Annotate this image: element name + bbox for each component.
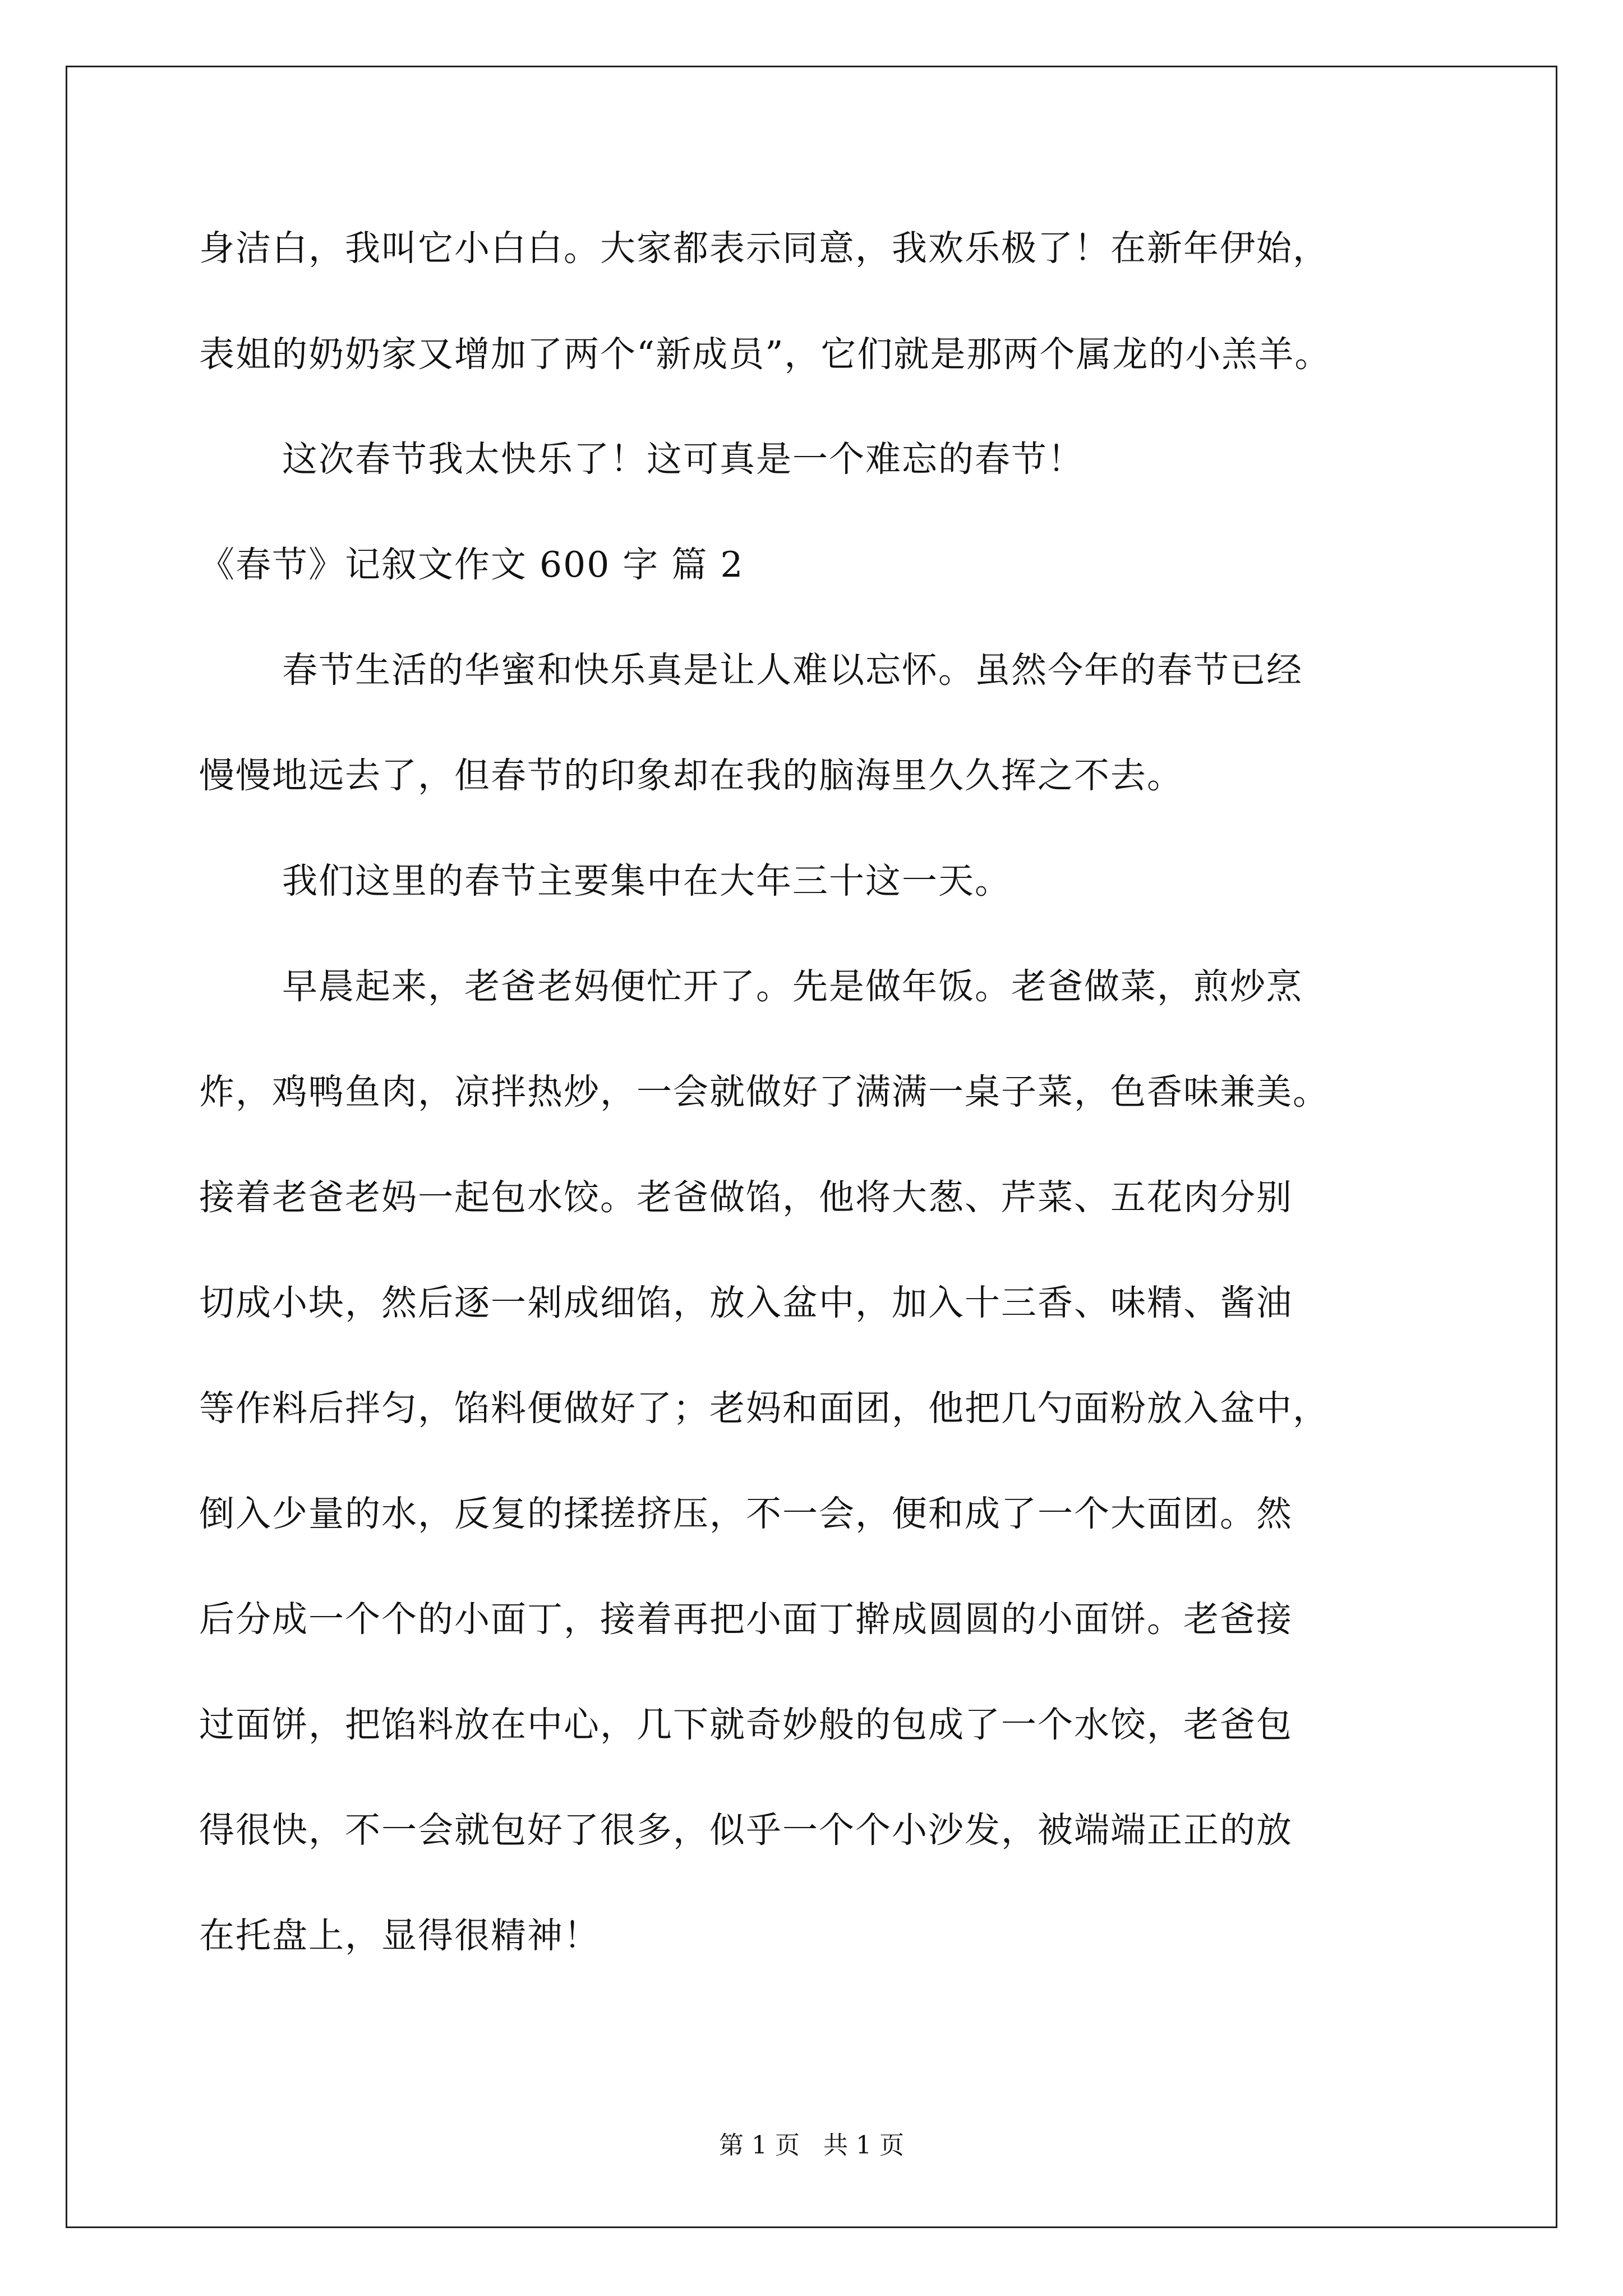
body-line: 在托盘上，显得很精神！ bbox=[199, 1915, 600, 1956]
body-line: 身洁白，我叫它小白白。大家都表示同意，我欢乐极了！在新年伊始， bbox=[199, 228, 1329, 269]
body-line: 倒入少量的水，反复的揉搓挤压，不一会，便和成了一个大面团。然 bbox=[199, 1493, 1293, 1534]
section-heading: 《春节》记叙文作文 600 字 篇 2 bbox=[199, 544, 744, 585]
body-line: 表姐的奶奶家又增加了两个“新成员”，它们就是那两个属龙的小羔羊。 bbox=[199, 334, 1331, 375]
body-line: 切成小块，然后逐一剁成细馅，放入盆中，加入十三香、味精、酱油 bbox=[199, 1282, 1293, 1323]
page-border bbox=[66, 66, 1557, 2228]
page-footer: 第 1 页 共 1 页 bbox=[719, 2131, 904, 2160]
body-line: 得很快，不一会就包好了很多，似乎一个个小沙发，被端端正正的放 bbox=[199, 1810, 1293, 1851]
body-line: 过面饼，把馅料放在中心，几下就奇妙般的包成了一个水饺，老爸包 bbox=[199, 1704, 1293, 1745]
body-line: 接着老爸老妈一起包水饺。老爸做馅，他将大葱、芹菜、五花肉分别 bbox=[199, 1177, 1293, 1218]
body-line: 后分成一个个的小面丁，接着再把小面丁擀成圆圆的小面饼。老爸接 bbox=[199, 1599, 1293, 1640]
body-line: 慢慢地远去了，但春节的印象却在我的脑海里久久挥之不去。 bbox=[199, 755, 1183, 796]
body-line: 早晨起来，老爸老妈便忙开了。先是做年饭。老爸做菜，煎炒烹 bbox=[282, 966, 1303, 1007]
body-line: 等作料后拌匀，馅料便做好了；老妈和面团，他把几勺面粉放入盆中， bbox=[199, 1388, 1329, 1429]
body-line: 炸，鸡鸭鱼肉，凉拌热炒，一会就做好了满满一桌子菜，色香味兼美。 bbox=[199, 1071, 1329, 1112]
body-line: 这次春节我太快乐了！这可真是一个难忘的春节！ bbox=[282, 439, 1084, 480]
body-line: 春节生活的华蜜和快乐真是让人难以忘怀。虽然今年的春节已经 bbox=[282, 650, 1303, 691]
body-line: 我们这里的春节主要集中在大年三十这一天。 bbox=[282, 861, 1011, 901]
